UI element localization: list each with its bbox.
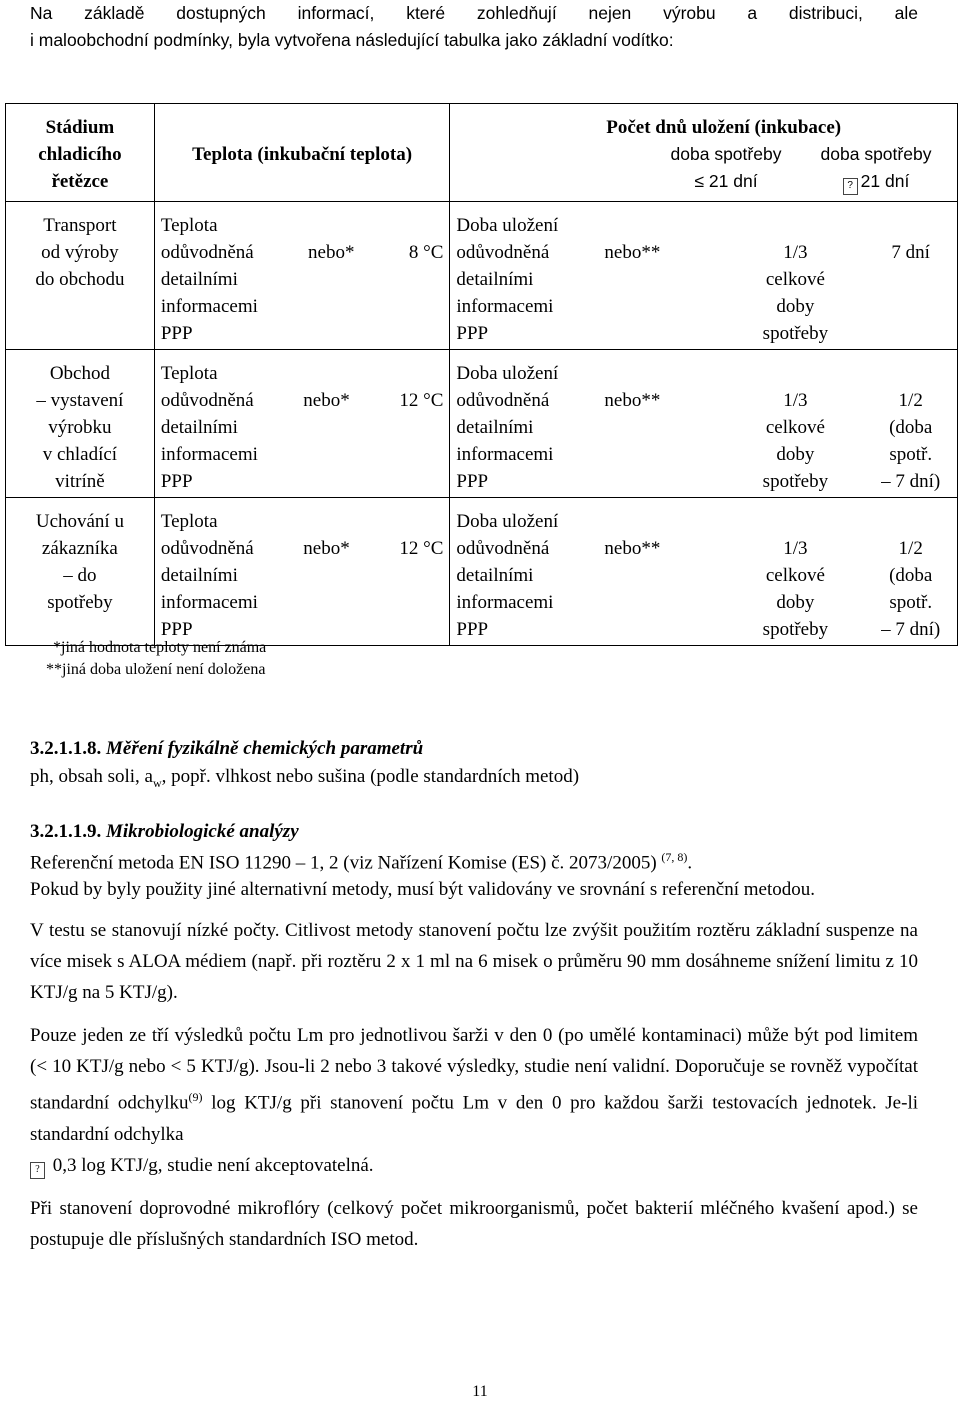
duration-line: PPP bbox=[456, 323, 489, 344]
micro-p1-sup: (7, 8) bbox=[661, 850, 688, 864]
section-physchem-text bbox=[30, 761, 918, 799]
section-microbiology bbox=[30, 820, 918, 1255]
long-shelf-line: 1/2 bbox=[898, 390, 923, 411]
table-body bbox=[6, 202, 958, 646]
section-physchem-heading bbox=[30, 737, 918, 761]
micro-paragraph-4: Při stanovení doprovodné mikroflóry (celkový počet mikroorganismů, počet bakterií mléčného kvašení apod.) se postupuje dle příslušných standardních ISO metod. bbox=[30, 1197, 918, 1250]
intro-paragraph bbox=[30, 0, 918, 54]
header-sub-a-line1: doba spotřeby bbox=[670, 144, 782, 164]
temperature-row bbox=[161, 239, 444, 266]
long-shelf-line: 1/2 bbox=[898, 538, 923, 559]
duration-or: nebo** bbox=[604, 390, 661, 411]
header-days-sub bbox=[456, 141, 951, 195]
temperature-info: informacemi bbox=[160, 592, 258, 613]
stage-line: spotřeby bbox=[47, 592, 113, 613]
stage-cell bbox=[6, 350, 155, 498]
micro-paragraph-2: V testu se stanovují nízké počty. Citlivost metody stanovení počtu lze zvýšit použitím roztěru základní suspenze na více misek s ALOA médiem (např. při roztěru 2 x 1 ml na 6 misek o průměru 90 mm dosáhneme snížení limitu z 10 KTJ/g na 5 KTJ/g). bbox=[30, 920, 918, 1004]
section-physchem-number: 3.2.1.1.8. bbox=[30, 738, 102, 759]
temperature-detail: detailními bbox=[160, 565, 238, 586]
long-shelf-line: – 7 dní) bbox=[881, 471, 941, 492]
duration-grid bbox=[456, 212, 951, 347]
temperature-justified: odůvodněná bbox=[160, 390, 254, 411]
temperature-row bbox=[161, 535, 444, 562]
cold-chain-table bbox=[5, 103, 958, 646]
header-temperature: Teplota (inkubační teplota) bbox=[154, 104, 450, 202]
temperature-row bbox=[161, 387, 444, 414]
duration-text bbox=[456, 360, 604, 495]
duration-grid bbox=[456, 360, 951, 495]
duration-line: Doba uložení bbox=[456, 363, 559, 384]
fraction-line: celkové bbox=[765, 417, 825, 438]
long-shelf-line: (doba spotř. bbox=[889, 417, 933, 465]
temperature-label: Teplota bbox=[160, 363, 218, 384]
temperature-justified: odůvodněná bbox=[160, 242, 254, 263]
temperature-or: nebo* bbox=[303, 390, 350, 411]
header-days-title: Počet dnů uložení (inkubace) bbox=[606, 117, 842, 138]
physchem-subscript: w bbox=[152, 775, 162, 790]
fraction-line: celkové bbox=[765, 269, 825, 290]
duration-fraction bbox=[720, 360, 870, 495]
duration-line: odůvodněná bbox=[456, 538, 550, 559]
fraction-line: doby bbox=[776, 592, 815, 613]
duration-cell bbox=[450, 202, 958, 350]
duration-line: detailními bbox=[456, 417, 534, 438]
temperature-ppp: PPP bbox=[160, 619, 193, 640]
duration-long bbox=[870, 360, 951, 495]
temperature-detail: detailními bbox=[160, 269, 238, 290]
temperature-value: 8 °C bbox=[408, 242, 444, 263]
stage-cell bbox=[6, 498, 155, 646]
duration-long bbox=[870, 212, 951, 347]
spacer bbox=[604, 360, 720, 387]
duration-grid bbox=[456, 508, 951, 643]
footnote-temperature: *jiná hodnota teploty není známa bbox=[53, 639, 267, 656]
fraction-line: spotřeby bbox=[762, 619, 829, 640]
micro-p3-c: 0,3 log KTJ/g, studie není akceptovatelná. bbox=[48, 1154, 374, 1176]
header-sub-b-line2: 21 dní bbox=[860, 171, 910, 191]
header-stage: Stádium chladicího řetězce bbox=[6, 104, 155, 202]
micro-p3-b: log KTJ/g při stanovení počtu Lm v den 0 pro každou šarži testovacích jednotek. Je-li standardní odchylka bbox=[30, 1092, 918, 1145]
duration-text bbox=[456, 508, 604, 643]
micro-p3-a: Pouze jeden ze tří výsledků počtu Lm pro jednotlivou šarži v den 0 (po umělé kontaminaci) může být pod limitem (< 10 KTJ/g nebo < 5 KTJ/g). Jsou-li 2 nebo 3 takové výsledky, studie není validní. Doporučuje se rovněž vypočítat standardní odchylku bbox=[30, 1025, 918, 1114]
header-days bbox=[450, 104, 958, 202]
duration-line: informacemi bbox=[456, 296, 554, 317]
stage-line: Transport bbox=[43, 215, 117, 236]
table-row bbox=[6, 498, 958, 646]
temperature-justified: odůvodněná bbox=[160, 538, 254, 559]
stage-line: – vystavení bbox=[36, 390, 124, 411]
temperature-ppp: PPP bbox=[160, 323, 193, 344]
spacer bbox=[720, 360, 870, 387]
duration-cell bbox=[450, 498, 958, 646]
long-shelf-line bbox=[870, 508, 951, 535]
intro-line-2: i maloobchodní podmínky, byla vytvořena následující tabulka jako základní vodítko: bbox=[30, 30, 674, 50]
duration-or-col bbox=[604, 360, 720, 495]
table-row bbox=[6, 350, 958, 498]
duration-or-col bbox=[604, 508, 720, 643]
spacer bbox=[604, 212, 720, 239]
section-micro-heading bbox=[30, 820, 918, 844]
stage-cell bbox=[6, 202, 155, 350]
stage-line: v chladící bbox=[42, 444, 118, 465]
temperature-cell bbox=[154, 350, 450, 498]
fraction-line: spotřeby bbox=[762, 471, 829, 492]
temperature-value: 12 °C bbox=[399, 390, 444, 411]
duration-line: detailními bbox=[456, 269, 534, 290]
duration-line: detailními bbox=[456, 565, 534, 586]
micro-p1-b: . bbox=[687, 852, 693, 874]
temperature-cell bbox=[154, 202, 450, 350]
stage-line: zákazníka bbox=[41, 538, 118, 559]
long-shelf-line bbox=[870, 212, 951, 239]
duration-line: odůvodněná bbox=[456, 242, 550, 263]
duration-line: PPP bbox=[456, 471, 489, 492]
spacer bbox=[720, 508, 870, 535]
temperature-detail: detailními bbox=[160, 417, 238, 438]
fraction-line: doby bbox=[776, 444, 815, 465]
stage-line: od výroby bbox=[41, 242, 119, 263]
header-sub-b-line1: doba spotřeby bbox=[820, 144, 932, 164]
long-shelf-line: (doba spotř. bbox=[889, 565, 933, 613]
missing-glyph-icon: ? bbox=[843, 178, 858, 195]
duration-fraction bbox=[720, 212, 870, 347]
duration-line: informacemi bbox=[456, 444, 554, 465]
stage-line: výrobku bbox=[48, 417, 112, 438]
page-number: 11 bbox=[472, 1383, 488, 1400]
spacer bbox=[604, 508, 720, 535]
physchem-text-a: ph, obsah soli, a bbox=[30, 766, 153, 787]
fraction-line: 1/3 bbox=[783, 390, 808, 411]
temperature-label: Teplota bbox=[160, 215, 218, 236]
stage-line: – do bbox=[63, 565, 97, 586]
duration-line: PPP bbox=[456, 619, 489, 640]
temperature-cell bbox=[154, 498, 450, 646]
table-footnotes bbox=[46, 637, 266, 681]
stage-line: do obchodu bbox=[35, 269, 125, 290]
duration-or: nebo** bbox=[604, 538, 661, 559]
duration-line: Doba uložení bbox=[456, 511, 559, 532]
duration-line: odůvodněná bbox=[456, 390, 550, 411]
fraction-line: spotřeby bbox=[762, 323, 829, 344]
fraction-line: celkové bbox=[765, 565, 825, 586]
temperature-info: informacemi bbox=[160, 296, 258, 317]
temperature-info: informacemi bbox=[160, 444, 258, 465]
section-micro-title: Mikrobiologické analýzy bbox=[106, 821, 299, 842]
duration-cell bbox=[450, 350, 958, 498]
section-physchem-title: Měření fyzikálně chemických parametrů bbox=[106, 738, 424, 759]
table-header-row bbox=[6, 104, 958, 202]
fraction-line: doby bbox=[776, 296, 815, 317]
duration-fraction bbox=[720, 508, 870, 643]
long-shelf-line bbox=[870, 266, 951, 293]
duration-or: nebo** bbox=[604, 242, 661, 263]
header-sub-b bbox=[801, 141, 951, 195]
temperature-ppp: PPP bbox=[160, 471, 193, 492]
long-shelf-line bbox=[870, 360, 951, 387]
micro-paragraph-3 bbox=[30, 1020, 918, 1180]
temperature-or: nebo* bbox=[308, 242, 355, 263]
micro-p1-c: Pokud by byly použity jiné alternativní metody, musí být validovány ve srovnání s referenční metodou. bbox=[30, 879, 816, 901]
spacer bbox=[720, 212, 870, 239]
temperature-label: Teplota bbox=[160, 511, 218, 532]
duration-or-col bbox=[604, 212, 720, 347]
micro-paragraph-1 bbox=[30, 844, 918, 903]
header-sub-a-line2: ≤ 21 dní bbox=[694, 171, 758, 191]
stage-line: Obchod bbox=[49, 363, 110, 384]
micro-p1-a: Referenční metoda EN ISO 11290 – 1, 2 (viz Nařízení Komise (ES) č. 2073/2005) bbox=[30, 852, 657, 874]
duration-line: Doba uložení bbox=[456, 215, 559, 236]
footnote-duration: **jiná doba uložení není doložena bbox=[46, 661, 266, 678]
temperature-or: nebo* bbox=[303, 538, 350, 559]
temperature-value: 12 °C bbox=[399, 538, 444, 559]
duration-text bbox=[456, 212, 604, 347]
long-shelf-line bbox=[870, 293, 951, 320]
physchem-text-b: , popř. vlhkost nebo sušina (podle standardních metod) bbox=[161, 766, 580, 787]
duration-long bbox=[870, 508, 951, 643]
long-shelf-line: 7 dní bbox=[891, 242, 930, 263]
section-physchem bbox=[30, 737, 918, 799]
table-row bbox=[6, 202, 958, 350]
duration-line: informacemi bbox=[456, 592, 554, 613]
fraction-line: 1/3 bbox=[783, 538, 808, 559]
section-micro-number: 3.2.1.1.9. bbox=[30, 821, 102, 842]
missing-glyph-icon: ? bbox=[30, 1162, 45, 1179]
intro-line-1: Na základě dostupných informací, které zohledňují nejen výrobu a distribuci, ale bbox=[30, 3, 918, 23]
stage-line: vitríně bbox=[55, 471, 105, 492]
header-sub-a bbox=[651, 141, 801, 195]
fraction-line: 1/3 bbox=[783, 242, 808, 263]
long-shelf-line: – 7 dní) bbox=[881, 619, 941, 640]
micro-p3-sup: (9) bbox=[188, 1090, 203, 1105]
stage-line: Uchování u bbox=[35, 511, 124, 532]
